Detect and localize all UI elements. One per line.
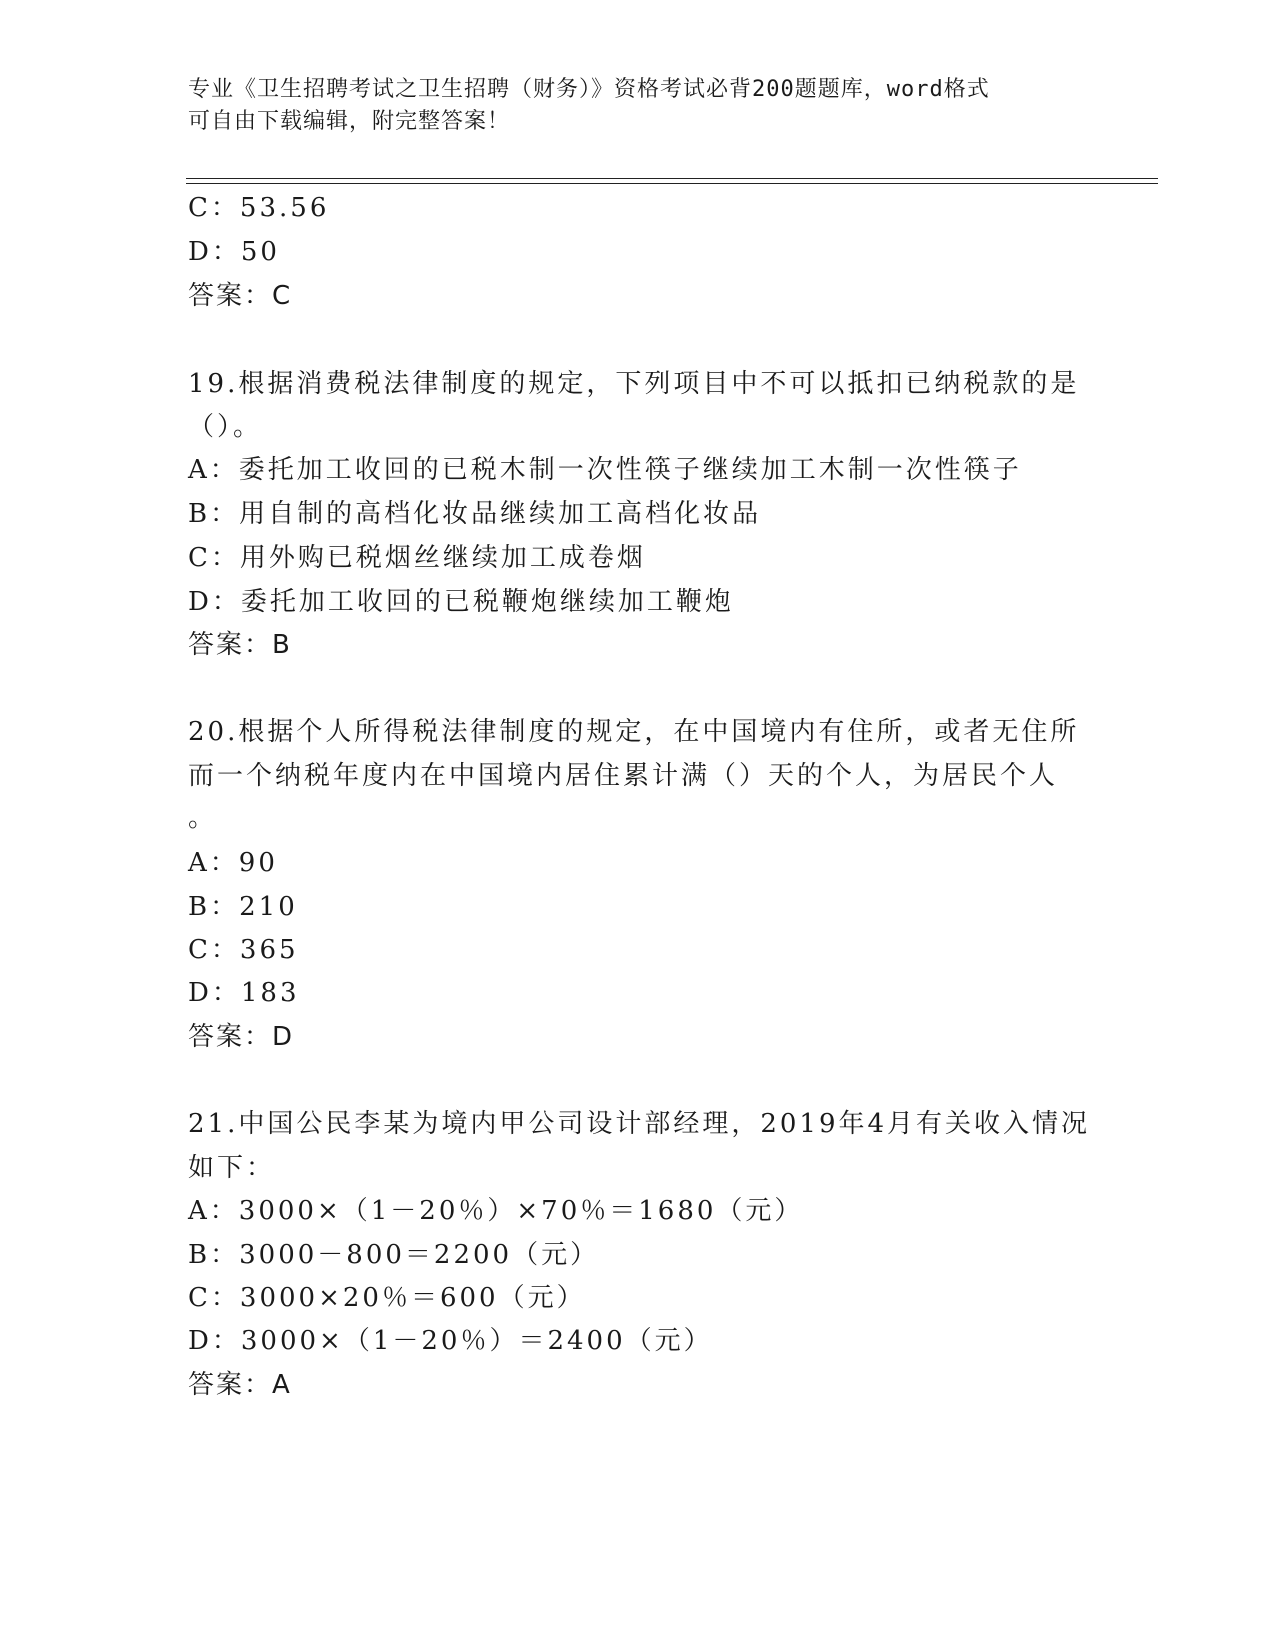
header-divider-bottom: [186, 183, 1158, 184]
header-line-2: 可自由下载编辑，附完整答案！: [188, 109, 511, 134]
option-b: B：210: [188, 892, 298, 922]
question-20-stem: 20.根据个人所得税法律制度的规定，在中国境内有住所，或者无住所: [188, 717, 1080, 747]
option-b: B：3000－800＝2200（元）: [188, 1240, 600, 1270]
option-label: D: [188, 1326, 212, 1356]
option-label: B: [188, 499, 211, 529]
question-21-stem-cont: 如下：: [188, 1153, 276, 1183]
question-20-stem-cont: 而一个纳税年度内在中国境内居住累计满（）天的个人，为居民个人: [188, 761, 1059, 791]
option-d: D：183: [188, 978, 300, 1008]
option-text: 委托加工收回的已税木制一次性筷子继续加工木制一次性筷子: [238, 455, 1022, 485]
option-label: A: [188, 848, 210, 878]
option-d: D：50: [188, 237, 280, 267]
option-a: A：3000×（1－20％）×70％＝1680（元）: [188, 1196, 804, 1226]
option-text: 3000×（1－20％）＝2400（元）: [240, 1326, 713, 1356]
option-d: D：3000×（1－20％）＝2400（元）: [188, 1326, 713, 1356]
option-text: 3000×（1－20％）×70％＝1680（元）: [238, 1196, 804, 1226]
option-label: C: [188, 1283, 211, 1313]
option-a: A：委托加工收回的已税木制一次性筷子继续加工木制一次性筷子: [188, 455, 1022, 485]
option-text: 183: [240, 978, 300, 1008]
option-c: C：365: [188, 935, 299, 965]
question-19-stem: 19.根据消费税法律制度的规定，下列项目中不可以抵扣已纳税款的是: [188, 369, 1080, 399]
answer-line: 答案：A: [188, 1370, 292, 1400]
option-text: 90: [238, 848, 278, 878]
option-label: C: [188, 935, 211, 965]
option-label: C: [188, 543, 211, 573]
option-label: A: [188, 1196, 210, 1226]
header-line-1: 专业《卫生招聘考试之卫生招聘（财务）》资格考试必背200题题库，word格式: [188, 77, 990, 102]
option-label: D: [188, 978, 212, 1008]
answer-line: 答案：D: [188, 1022, 295, 1052]
option-label: B: [188, 1240, 211, 1270]
option-text: 50: [240, 237, 280, 267]
question-21-stem: 21.中国公民李某为境内甲公司设计部经理，2019年4月有关收入情况: [188, 1109, 1091, 1139]
option-label: A: [188, 455, 210, 485]
option-text: 210: [239, 892, 298, 922]
option-text: 用外购已税烟丝继续加工成卷烟: [239, 543, 646, 573]
option-label: B: [188, 892, 211, 922]
answer-line: 答案：B: [188, 630, 292, 660]
option-c: C：3000×20％＝600（元）: [188, 1283, 586, 1313]
option-label: D: [188, 587, 212, 617]
answer-line: 答案：C: [188, 281, 293, 311]
option-label: D: [188, 237, 212, 267]
option-a: A：90: [188, 848, 278, 878]
question-20-stem-end: 。: [188, 803, 218, 833]
question-19-stem-cont: （）。: [188, 412, 263, 442]
option-text: 365: [239, 935, 299, 965]
option-b: B：用自制的高档化妆品继续加工高档化妆品: [188, 499, 762, 529]
option-c: C：用外购已税烟丝继续加工成卷烟: [188, 543, 646, 573]
option-text: 用自制的高档化妆品继续加工高档化妆品: [239, 499, 762, 529]
document-header: [188, 74, 1088, 138]
option-label: C: [188, 193, 211, 223]
option-text: 3000×20％＝600（元）: [239, 1283, 586, 1313]
option-text: 3000－800＝2200（元）: [239, 1240, 600, 1270]
option-d: D：委托加工收回的已税鞭炮继续加工鞭炮: [188, 587, 734, 617]
option-text: 委托加工收回的已税鞭炮继续加工鞭炮: [240, 587, 734, 617]
option-c: C：53.56: [188, 193, 330, 223]
option-text: 53.56: [239, 193, 330, 223]
header-divider-top: [186, 178, 1158, 179]
